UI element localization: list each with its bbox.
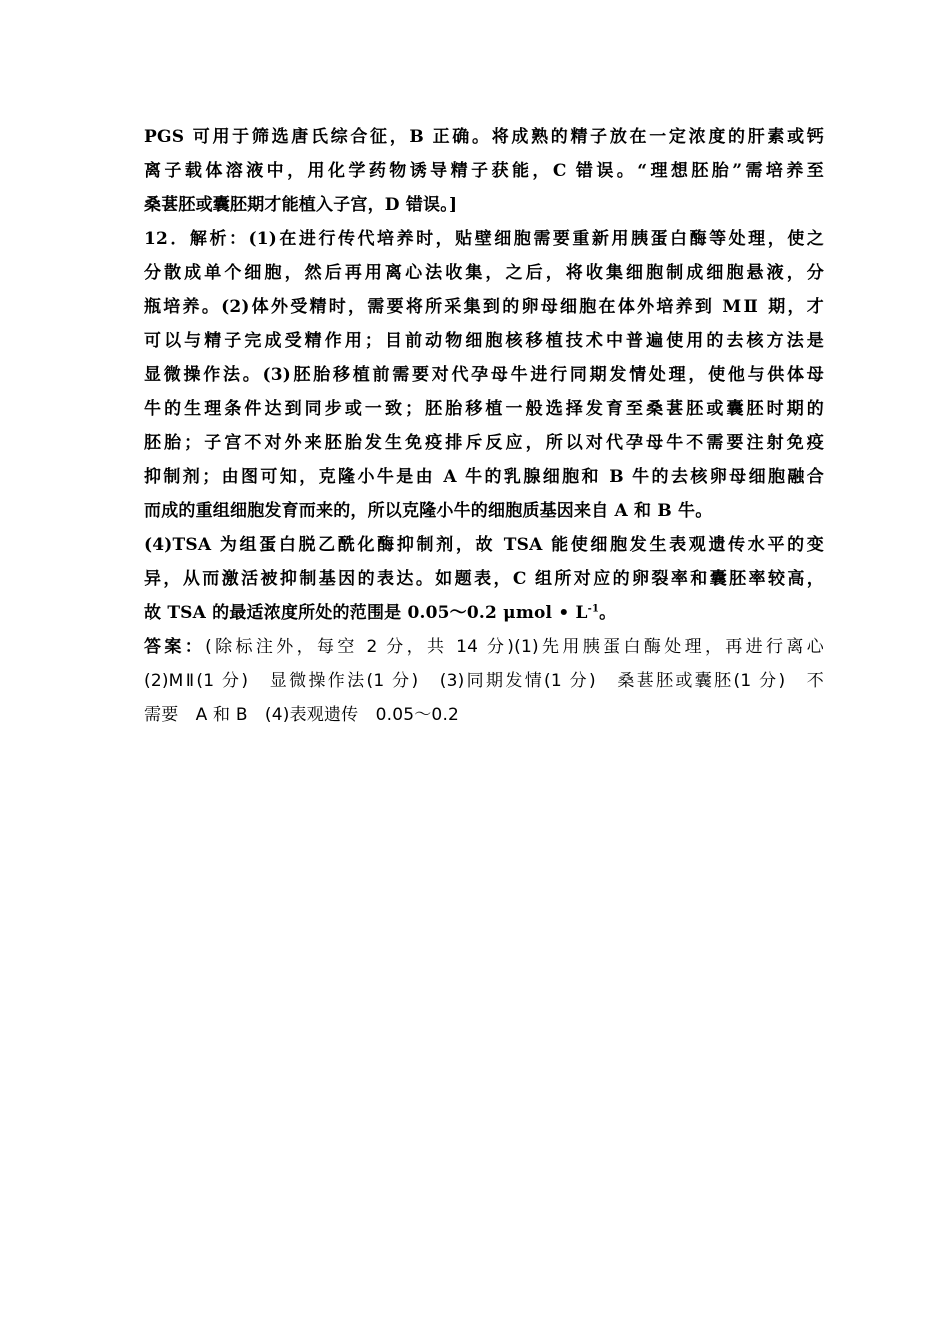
text-line: 显微操作法。(3)胚胎移植前需要对代孕母牛进行同期发情处理，使他与供体母 [144,365,824,385]
text-line: 异，从而激活被抑制基因的表达。如题表，C 组所对应的卵裂率和囊胚率较高， [144,569,824,589]
answer-line [144,630,824,664]
answer-text: (除标注外，每空 2 分，共 14 分)(1)先用胰蛋白酶处理，再进行离心 [205,637,824,657]
sentence-end: 。 [599,603,617,623]
text-line: 胚胎；子宫不对外来胚胎发生免疫排斥反应，所以对代孕母牛不需要注射免疫 [144,433,824,453]
concentration-text: 故 TSA 的最适浓度所处的范围是 0.05～0.2 μmol • L [144,603,588,623]
text-line: 桑葚胚或囊胚期才能植入子宫，D 错误。] [144,195,458,215]
answer-line: (2)MⅡ(1 分) 显微操作法(1 分) (3)同期发情(1 分) 桑葚胚或囊胚(1 分) 不 [144,671,824,691]
text-line: 离子载体溶液中，用化学药物诱导精子获能，C 错误。“理想胚胎”需培养至 [144,161,824,181]
answer-label: 答案： [144,637,206,657]
text-line: (4)TSA 为组蛋白脱乙酰化酶抑制剂，故 TSA 能使细胞发生表观遗传水平的变 [144,535,824,555]
text-line: 抑制剂；由图可知，克隆小牛是由 A 牛的乳腺细胞和 B 牛的去核卵母细胞融合 [144,467,824,487]
text-line: 可以与精子完成受精作用；目前动物细胞核移植技术中普遍使用的去核方法是 [144,331,824,351]
text-line: 12．解析：(1)在进行传代培养时，贴壁细胞需要重新用胰蛋白酶等处理，使之 [144,229,824,249]
previous-answer-explanation [144,120,824,222]
answer-block [144,630,824,732]
document-page [144,120,824,732]
text-line: 而成的重组细胞发育而来的，所以克隆小牛的细胞质基因来自 A 和 B 牛。 [144,501,713,521]
text-line: PGS 可用于筛选唐氏综合征，B 正确。将成熟的精子放在一定浓度的肝素或钙 [144,127,824,147]
answer-line: 需要 A 和 B (4)表观遗传 0.05～0.2 [144,705,460,725]
unit-exponent: -1 [587,603,600,615]
text-line: 瓶培养。(2)体外受精时，需要将所采集到的卵母细胞在体外培养到 MⅡ 期，才 [144,297,824,317]
text-line: 分散成单个细胞，然后再用离心法收集，之后，将收集细胞制成细胞悬液，分 [144,263,824,283]
text-line-concentration [144,596,824,630]
text-line: 牛的生理条件达到同步或一致；胚胎移植一般选择发育至桑葚胚或囊胚时期的 [144,399,824,419]
question-12-analysis [144,222,824,630]
